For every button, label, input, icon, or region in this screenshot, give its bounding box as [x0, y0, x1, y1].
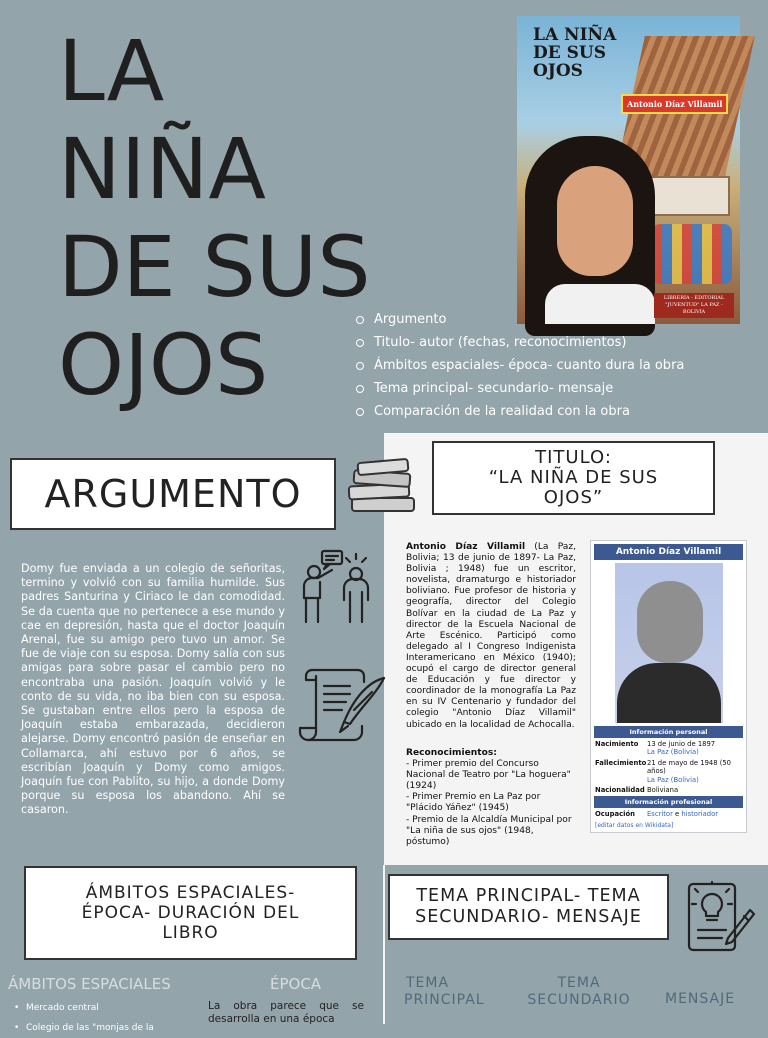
column-epoca: ÉPOCA	[270, 975, 322, 993]
topic-item: Tema principal- secundario- mensaje	[356, 377, 684, 400]
infobox-row-ocupacion: Ocupación Escritor e historiador	[595, 810, 719, 819]
books-icon	[346, 458, 420, 516]
idea-document-icon	[686, 880, 756, 954]
ambitos-heading: ÁMBITOS ESPACIALES- ÉPOCA- DURACIÓN DEL LIBRO	[24, 866, 357, 960]
column-tema-secundario: TEMA SECUNDARIO	[527, 975, 631, 1008]
infobox-section-personal: Información personal	[594, 726, 743, 738]
author-bio-text: (La Paz, Bolivia; 13 de junio de 1897- La Paz, Bolivia ; 1948) fue un escritor, novelista, dramaturgo e historiador boliviano. Fue profesor de historia y geografía, director del Colegio Bolívar en la ciudad de La Paz y director de la Escuela Nacional de Arte Escénico. Participó como delegado al I Congreso Indigenista Interamericano en México (1940); ocupó el cargo de director general de Educación y fue director y coordinador de la monografía La Paz en su IV Centenario y fundador del colegio "Antonio Díaz Villamil" ubicado en la localidad de Achocalla.	[406, 542, 577, 730]
topic-item: Comparación de la realidad con la obra	[356, 400, 684, 423]
cover-author: Antonio Díaz Villamil	[621, 94, 728, 114]
book-cover-image	[517, 16, 740, 324]
author-bio	[406, 542, 576, 731]
cover-publisher: LIBRERÍA - EDITORIAL "JUVENTUD" LA PAZ - BOLIVIA	[654, 293, 734, 318]
recognition-item: - Primer premio del Concurso Nacional de Teatro por "La hoguera" (1924)	[406, 759, 571, 792]
tema-heading: TEMA PRINCIPAL- TEMA SECUNDARIO- MENSAJE	[388, 874, 669, 940]
wikipedia-infobox	[590, 540, 747, 833]
main-title-line: NIÑA	[58, 120, 266, 218]
list-item: • Mercado central	[14, 998, 154, 1018]
scroll-quill-icon	[298, 666, 388, 744]
link-la-paz[interactable]: La Paz (Bolivia)	[647, 748, 699, 757]
author-portrait	[615, 563, 723, 723]
link-la-paz[interactable]: La Paz (Bolivia)	[647, 775, 699, 784]
recognition-item: - Premio de la Alcaldía Municipal por "La niña de sus ojos" (1948, póstumo)	[406, 814, 572, 847]
infobox-section-prof: Información profesional	[594, 796, 743, 808]
list-item: • Colegio de las "monjas de la	[14, 1018, 154, 1038]
column-mensaje: MENSAJE	[665, 991, 736, 1007]
cover-title: LA NIÑA DE SUS OJOS	[533, 25, 617, 81]
recognitions	[406, 748, 576, 848]
link-historiador[interactable]: historiador	[681, 810, 719, 819]
teaching-icon	[300, 548, 380, 628]
edit-wikidata-link[interactable]: [editar datos en Wikidata]	[595, 821, 674, 829]
topics-list	[356, 308, 684, 423]
main-title-line: LA	[58, 22, 165, 120]
main-title-line: OJOS	[58, 316, 269, 414]
topic-item: Titulo- autor (fechas, reconocimientos)	[356, 331, 684, 354]
infobox-row-nacionalidad: Nacionalidad Boliviana	[595, 786, 679, 795]
ambitos-list	[14, 998, 154, 1038]
section-divider	[383, 865, 385, 1024]
argumento-text: Domy fue enviada a un colegio de señoritas, termino y volvió con su familia humilde. Sus padres Santurina y Ciriaco le dan comodidad. Se da cuenta que no pertenece a ese mundo y cae en depresión, hasta que el doctor Joaquín Arenal, fue su amigo pero tuvo un amor. Se fue de viaje con su esposa. Domy salía con sus amigas para sobre pasar el cambio pero no encontraba una pasión. Joaquín volvió y le conto de su vida, no iba bien con su esposa. Se gustaban entre ellos pero la esposa de Joaquín estaba embarazada, decidieron alejarse. Domy encontró pasión de enseñar en Collamarca, ahí estuvo por 6 años, se escribían Joaquín y Domy como amigos. Joaquín fue con Pablito, su hijo, a donde Domy porque su esposa los abandono. Ahí se casaron.	[21, 562, 285, 817]
cover-face	[557, 166, 633, 276]
infobox-row-fallecimiento: Fallecimiento 21 de mayo de 1948 (50 años) La Paz (Bolivia)	[595, 759, 742, 784]
author-name: Antonio Díaz Villamil	[406, 542, 526, 552]
main-title-line: DE SUS	[58, 218, 371, 316]
recognitions-title: Reconocimientos:	[406, 748, 497, 758]
infobox-row-nacimiento: Nacimiento 13 de junio de 1897 La Paz (Bolivia)	[595, 740, 716, 757]
column-tema-principal: TEMA PRINCIPAL	[404, 975, 485, 1008]
topic-item: Ámbitos espaciales- época- cuanto dura la obra	[356, 354, 684, 377]
cover-children	[652, 224, 732, 284]
topic-item: Argumento	[356, 308, 684, 331]
titulo-heading: TITULO: “LA NIÑA DE SUS OJOS”	[432, 441, 715, 515]
argumento-heading: ARGUMENTO	[10, 458, 336, 530]
infobox-header: Antonio Díaz Villamil	[594, 544, 743, 560]
epoca-text: La obra parece que se desarrolla en una época	[208, 1000, 364, 1025]
recognition-item: - Primer Premio en La Paz por "Plácido Yáñez" (1945)	[406, 792, 541, 814]
link-escritor[interactable]: Escritor	[647, 810, 673, 819]
column-ambitos: ÁMBITOS ESPACIALES	[8, 975, 171, 993]
